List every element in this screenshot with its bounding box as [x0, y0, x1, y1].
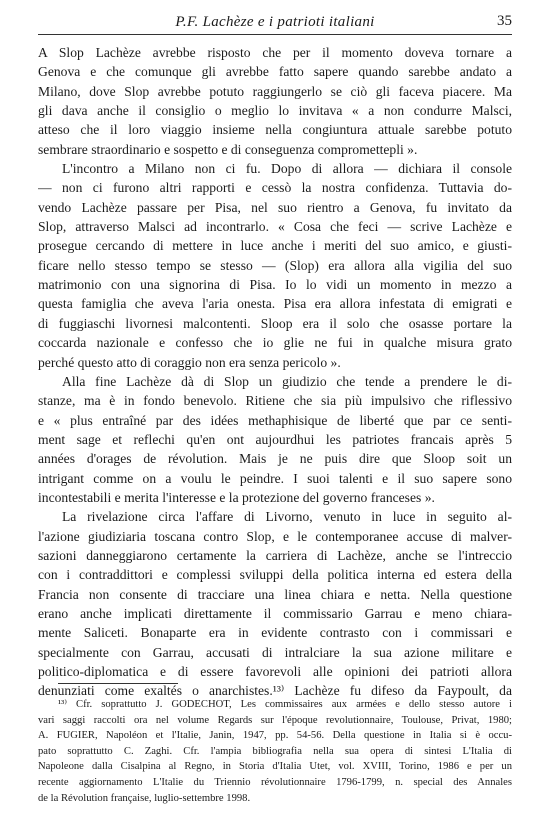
footnote-line: A. FUGIER, Napoléon et l'Italie, Janin, 1947, pp. 54-56. Della questione in Italia si è occu-	[38, 730, 512, 742]
text-line: prosegue cercando di mettere in luce anche i meriti del suo amico, e giusti-	[38, 238, 512, 254]
text-line: intrigant comme on a voulu le peindre. I suoi talenti e il suo sapere sono	[38, 470, 512, 486]
text-line: Slop, attraverso Malsci ad incontrarlo. « Cosa che feci — scrive Lachèze e	[38, 219, 512, 235]
text-line: Alla fine Lachèze dà di Slop un giudizio che tende a prendere le di-	[62, 373, 512, 389]
text-line: vendo Lachèze passare per Pisa, nel suo rientro a Genova, fu invitato da	[38, 199, 512, 215]
footnote-line: pato soprattutto C. Zaghi. Cfr. l'ampia bibliografia nella sua opera di sintesi L'Italia di	[38, 745, 512, 757]
text-line: denunziati come exaltés o anarchistes.¹³⁾ Lachèze fu difeso da Faypoult, da	[38, 683, 512, 699]
text-line: Milano, dove Slop avrebbe potuto raggiungerlo se ciò gli faceva piacere. Ma	[38, 83, 512, 99]
footnote-line: ¹³⁾ Cfr. soprattutto J. GODECHOT, Les commissaires aux armées e dello stesso autore i	[58, 699, 512, 710]
text-line: mente Saliceti. Bonaparte era in evidente contrasto con i commissari e	[38, 625, 512, 641]
text-line: ment sage et reflechi qu'en ont aujourdhui les patriotes francais après 5	[38, 431, 512, 447]
text-line: atteso che il loro viaggio insieme nella congiuntura attuale sarebbe potuto	[38, 122, 512, 138]
footnotes	[38, 683, 512, 806]
text-line: gli dava anche il consiglio o meglio lo invitava « a non condurre Malsci,	[38, 103, 512, 119]
running-title: P.F. Lachèze e i patrioti italiani	[175, 14, 375, 30]
text-line: années d'orages de révolution. Mais je ne puis dire que Sloop soit un	[38, 451, 512, 467]
text-line: ficare nello stesso tempo se stesso — (Slop) era allora alla vigilia del suo	[38, 257, 512, 273]
text-line: matrimonio con una signorina di Pisa. Io lo vidi un momento in mezzo a	[38, 277, 512, 293]
text-line: Francia non consente di tracciare una linea chiara e netta. Nella questione	[38, 586, 512, 602]
text-line: L'incontro a Milano non ci fu. Dopo di allora — dichiara il console	[62, 161, 512, 177]
text-line: perché questo atto di coraggio non era senza pericolo ».	[38, 354, 341, 370]
text-line: politico-diplomatica e di essere favorevoli alle opinioni dei patrioti allora	[38, 664, 512, 679]
text-line: sembrare straordinario e sospetto e di conseguenza compromettерli ».	[38, 141, 418, 157]
footnote-line: vari saggi raccolti ora nel volume Regards sur l'époque revolutionnaire, Toulouse, Privat, 1980;	[38, 714, 512, 726]
text-line: Genova e che comunque gli avrebbe fatto sapere quando sarebbe andato a	[38, 64, 512, 80]
text-line: A Slop Lachèze avrebbe risposto che per il momento doveva tornare a	[38, 45, 512, 60]
text-line: coccarda nazionale e confesso che io glie ne fui in qualche misura grato	[38, 335, 512, 351]
text-line: di fuggiaschi livornesi malcontenti. Sloop era il solo che osasse portare la	[38, 315, 512, 331]
header-rule	[38, 34, 512, 35]
text-line: e « plus entraîné par des idées methaphisique de liberté que par ce senti-	[38, 412, 512, 428]
text-line: sazioni danneggiarono certamente la carriera di Lachèze, anche se l'intreccio	[38, 547, 512, 563]
text-line: incontestabili e merita l'interesse e la protezione del governo franceses ».	[38, 489, 435, 505]
text-line: questa famiglia che aveva l'aria onesta. Pisa era allora infestata di emigrati e	[38, 296, 512, 312]
footnote-line: recente aggiornamento L'Italie du Triennio révolutionnaire 1796-1799, n. special des Annales	[38, 776, 512, 788]
footnote-rule	[58, 683, 178, 684]
text-line: erano anche implicati direttamente il commissario Garrau e meno chiara-	[38, 605, 512, 621]
text-line: l'azione giudiziaria toscana contro Slop, e le contemporanee accuse di malver-	[38, 528, 512, 544]
page-number: 35	[497, 13, 512, 29]
text-line: La rivelazione circa l'affare di Livorno, venuto in luce in seguito al-	[62, 509, 512, 525]
text-line: specialmente con Garrau, accusati di intralciare la sua azione militare e	[38, 644, 512, 660]
text-line: stanze, ma è in fondo benevolo. Ritiene che sia più impulsivo che riflessivo	[38, 393, 512, 409]
footnote-line: de la Révolution française, luglio-settembre 1998.	[38, 792, 251, 804]
running-header	[38, 10, 512, 36]
body-text	[38, 43, 512, 701]
text-line: — non ci furono altri rapporti e cessò la nostra confidenza. Tuttavia do-	[38, 180, 512, 196]
text-line: con i contraddittori e complessi sviluppi della politica interna ed estera della	[38, 567, 512, 583]
footnote-line: Napoleone dalla Cisalpina al Regno, in Storia d'Italia Utet, vol. XVIII, Torino, 1986 e per un	[38, 761, 512, 773]
